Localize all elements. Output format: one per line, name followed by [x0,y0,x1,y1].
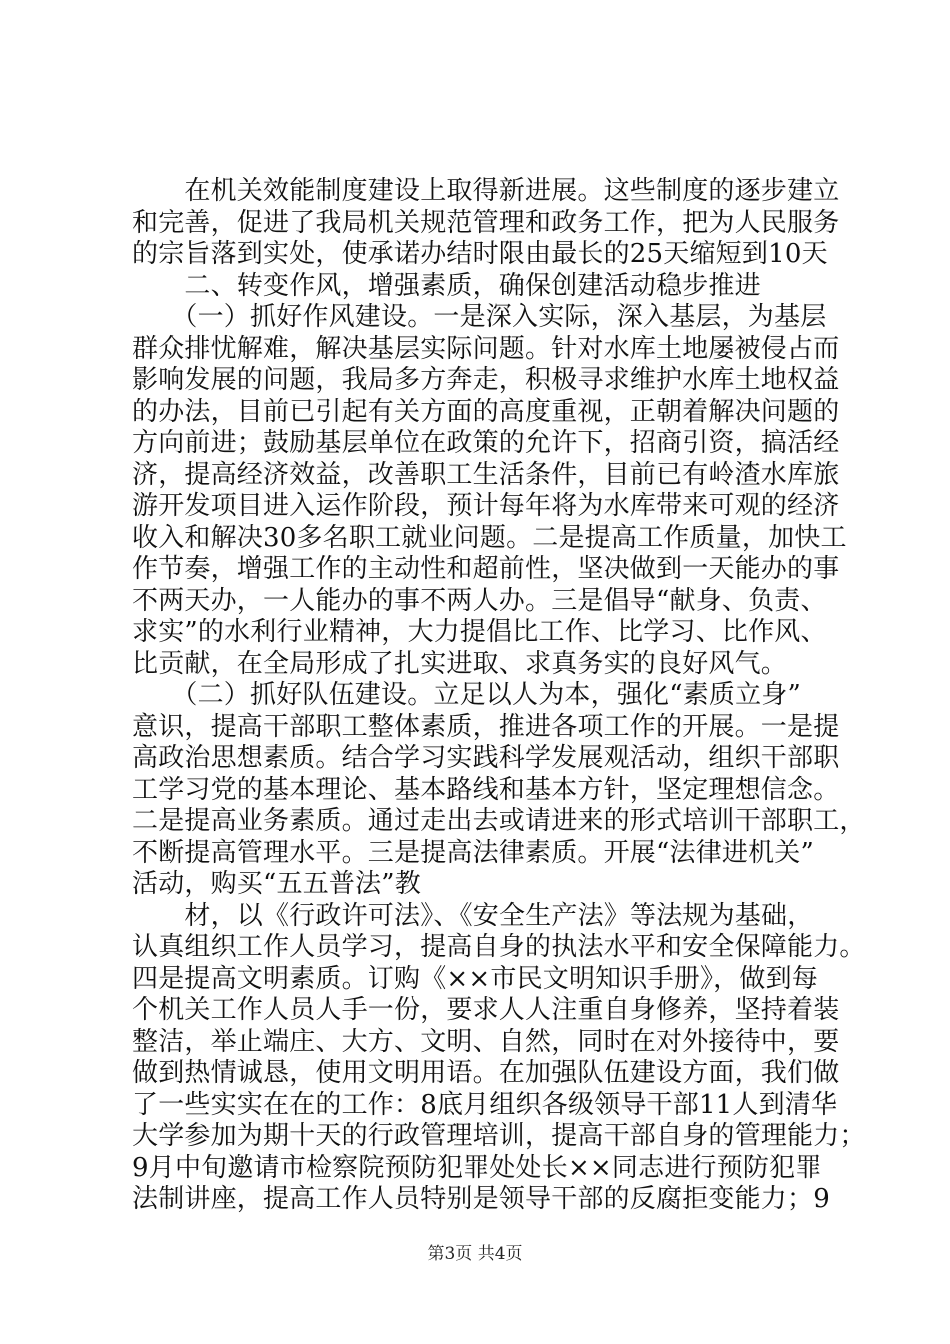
text-line: 做到热情诚恳，使用文明用语。在加强队伍建设方面，我们做 [132,1058,840,1088]
text-line: 求实”的水利行业精神，大力提倡比工作、比学习、比作风、 [132,617,827,647]
text-line: 四是提高文明素质。订购《××市民文明知识手册》，做到每 [132,963,818,994]
text-line: 法制讲座，提高工作人员特别是领导干部的反腐拒变能力；9 [132,1184,830,1214]
text-line: 和完善，促进了我局机关规范管理和政务工作，把为人民服务 [132,207,840,238]
text-line: （二）抓好队伍建设。立足以人为本，强化“素质立身” [132,680,801,710]
text-line: 影响发展的问题，我局多方奔走，积极寻求维护水库土地权益 [132,365,840,395]
text-line: 高政治思想素质。结合学习实践科学发展观活动，组织干部职 [132,743,840,773]
text-line: 认真组织工作人员学习，提高自身的执法水平和安全保障能力。 [132,932,866,962]
text-line: 济，提高经济效益，改善职工生活条件，目前已有岭渣水库旅 [132,459,840,490]
text-line: 二、转变作风，增强素质，确保创建活动稳步推进 [132,270,761,301]
text-line: 工学习党的基本理论、基本路线和基本方针，坚定理想信念。 [132,774,840,805]
text-line: 大学参加为期十天的行政管理培训，提高干部自身的管理能力； [132,1121,866,1151]
document-body [132,176,866,1216]
text-line: 游开发项目进入运作阶段，预计每年将为水库带来可观的经济 [132,491,840,521]
text-line: 二是提高业务素质。通过走出去或请进来的形式培训干部职工， [132,806,866,836]
text-line: 了一些实实在在的工作：8底月组织各级领导干部11人到清华 [132,1089,838,1120]
text-line: 意识，提高干部职工整体素质，推进各项工作的开展。一是提 [132,711,840,742]
text-line: 不两天办，一人能办的事不两人办。三是倡导“献身、负责、 [132,585,827,616]
text-line: 的办法，目前已引起有关方面的高度重视，正朝着解决问题的 [132,396,840,427]
text-line: （一）抓好作风建设。一是深入实际，深入基层，为基层 [132,302,827,332]
text-line: 收入和解决30多名职工就业问题。二是提高工作质量，加快工 [132,522,847,553]
text-line: 活动，购买“五五普法”教 [132,869,421,899]
text-line: 在机关效能制度建设上取得新进展。这些制度的逐步建立 [132,176,840,206]
text-line: 的宗旨落到实处，使承诺办结时限由最长的25天缩短到10天 [132,239,828,269]
text-line: 个机关工作人员人手一份，要求人人注重自身修养，坚持着装 [132,995,840,1025]
page-footer: 第3页 共4页 [427,1244,523,1264]
text-line: 整洁，举止端庄、大方、文明、自然，同时在对外接待中，要 [132,1026,840,1057]
text-line: 方向前进；鼓励基层单位在政策的允许下，招商引资，搞活经 [132,428,840,458]
text-line: 比贡献，在全局形成了扎实进取、求真务实的良好风气。 [132,648,788,679]
text-line: 不断提高管理水平。三是提高法律素质。开展“法律进机关” [132,837,814,868]
text-line: 群众排忧解难，解决基层实际问题。针对水库土地屡被侵占而 [132,333,840,364]
text-line: 9月中旬邀请市检察院预防犯罪处处长××同志进行预防犯罪 [132,1152,822,1183]
text-line: 材，以《行政许可法》、《安全生产法》等法规为基础， [132,900,814,931]
text-line: 作节奏，增强工作的主动性和超前性，坚决做到一天能办的事 [132,554,840,584]
